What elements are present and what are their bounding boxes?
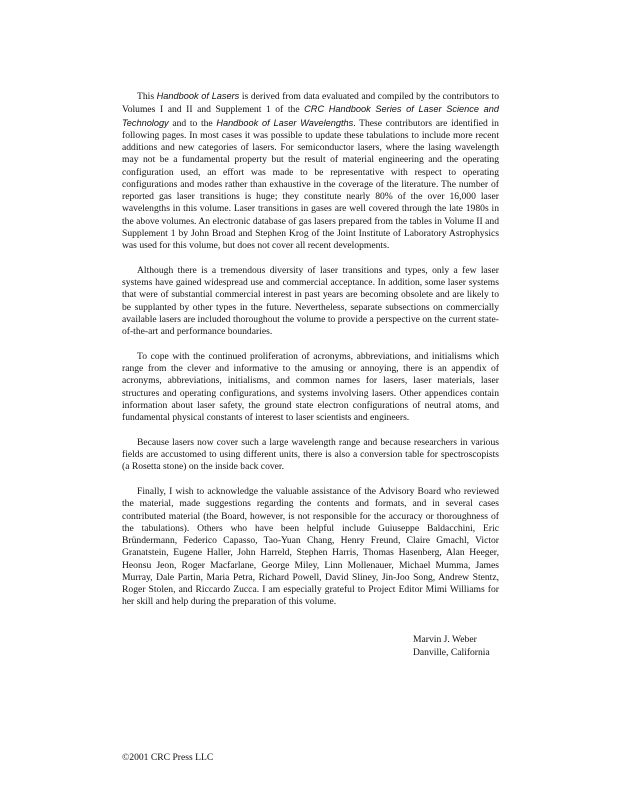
paragraph — [122, 351, 499, 425]
paragraph — [122, 90, 499, 252]
text-run: is derived from data evaluated and compiled by the contributors to Volumes I and II and Supplement 1 of the — [122, 91, 500, 116]
text-run: Because lasers now cover such a large wavelength range and because researchers in various fields are accustomed to using different units, there is also a conversion table for spectroscopists (a Rosetta stone) on the inside back cover. — [122, 436, 499, 473]
text-run: To cope with the continued proliferation of acronyms, abbreviations, and initialisms which range from the clever and informative to the amusing or annoying, there is an appendix of acronyms, abbreviations, initialisms, and common names for lasers, laser materials, laser structures and operating configurations, and systems involving lasers. Other appendices contain information about laser safety, the ground state electron configurations of neutral atoms, and fundamental physical constants of interest to laser scientists and engineers. — [122, 350, 499, 423]
italic-title-run: Handbook of Lasers — [156, 91, 240, 101]
text-run: Although there is a tremendous diversity of laser transitions and types, only a few laser systems have gained widespread use and commercial acceptance. In addition, some laser systems that were of substantial commercial interest in past years are becoming obsolete and are likely to be supplanted by other types in the future. Nevertheless, separate subsections on commercially available lasers are included thoroughout the volume to provide a perspective on the current state-of-the-art and performance boundaries. — [122, 264, 499, 337]
text-run: This — [137, 91, 157, 102]
author-location: Danville, California — [413, 646, 490, 658]
paragraph — [122, 265, 499, 339]
text-run: . These contributors are identified in following pages. In most cases it was possible to update these tabulations to include more recent additions and new categories of lasers. For semiconductor lasers, where the lasing wavelength may not be a fundamental property but the result of material engineering and the operating configuration used, an effort was made to be representative with respect to operating configurations and modes rather than exhaustive in the coverage of the literature. The number of reported gas laser transitions is huge; they constitute nearly 80% of the over 16,000 laser wavelengths in this volume. Laser transitions in gases are well covered through the late 1980s in the above volumes. An electronic database of gas lasers prepared from the tables in Volume II and Supplement 1 by John Broad and Stephen Krog of the Joint Institute of Laboratory Astrophysics was used for this volume, but does not cover all recent developments. — [122, 117, 499, 251]
paragraph — [122, 437, 499, 474]
copyright-footer: ©2001 CRC Press LLC — [122, 752, 214, 763]
paragraph — [122, 486, 499, 609]
text-run: and to the — [168, 117, 217, 129]
italic-title-run: CRC Handbook Series of Laser Science and Technology — [122, 104, 500, 128]
author-name: Marvin J. Weber — [413, 634, 477, 645]
italic-title-run: Handbook of Laser Wavelengths — [216, 117, 354, 128]
text-run: Finally, I wish to acknowledge the valuable assistance of the Advisory Board who reviewed the material, made suggestions regarding the contents and formats, and in several cases contributed material (the Board, however, is not responsible for the accuracy or thoroughness of the tabulations). Others who have been helpful include Guiuseppe Baldacchini, Eric Bründermann, Federico Capasso, Tao-Yuan Chang, Henry Freund, Claire Gmachl, Victor Granatstein, Eugene Haller, John Harreld, Stephen Harris, Thomas Hasenberg, Alan Heeger, Heonsu Jeon, Roger Macfarlane, George Miley, Linn Mollenauer, Michael Mumma, James Murray, Dale Partin, Maria Petra, Richard Powell, David Sliney, Jin-Joo Song, Andrew Stentz, Roger Stolen, and Riccardo Zucca. I am especially grateful to Project Editor Mimi Williams for her skill and help during the preparation of this volume. — [122, 486, 499, 608]
author-signature-block — [413, 634, 490, 659]
preface-body — [122, 90, 499, 621]
